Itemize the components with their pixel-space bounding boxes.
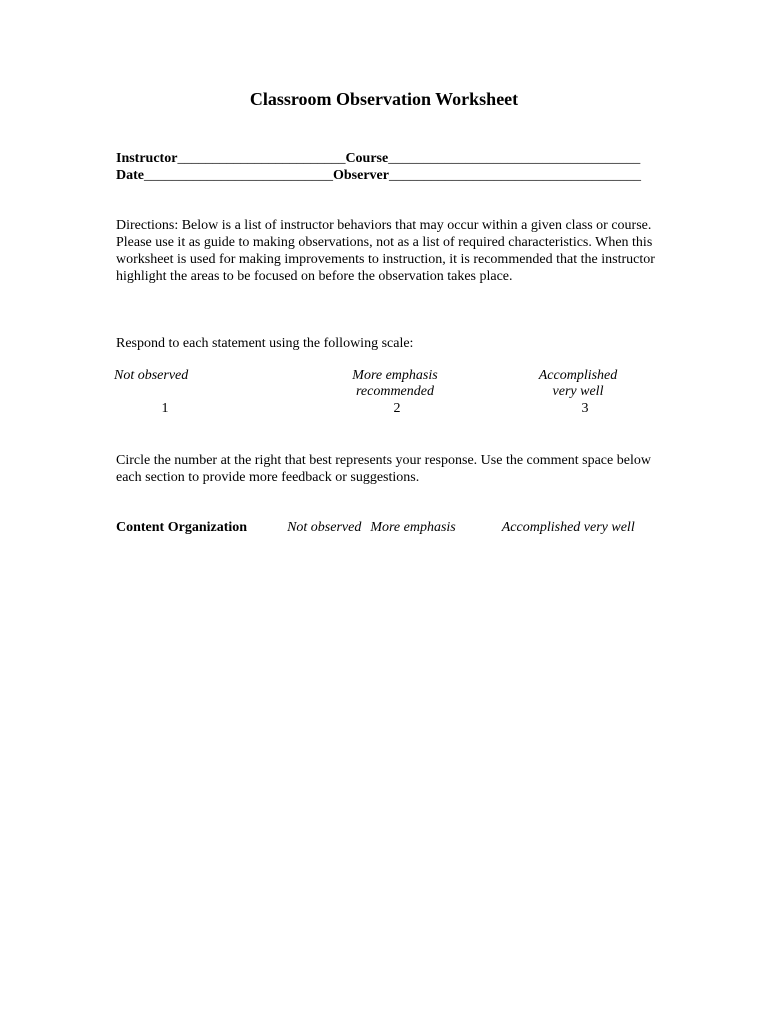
instructor-field[interactable]: ________________________ xyxy=(177,151,346,166)
date-label: Date xyxy=(116,168,144,183)
scale-number-2: 2 xyxy=(393,401,401,416)
scale-label-more-emphasis: More emphasis recommended xyxy=(352,368,438,399)
course-field[interactable]: ____________________________________ xyxy=(388,151,641,166)
scale-label-accomplished: Accomplished very well xyxy=(538,368,618,399)
respond-instructions: Respond to each statement using the following scale: xyxy=(116,336,414,351)
date-field[interactable]: ___________________________ xyxy=(144,168,333,183)
section-col-accomplished: Accomplished very well xyxy=(501,520,635,535)
instructor-label: Instructor xyxy=(116,151,178,166)
section-header-content-organization xyxy=(116,519,656,536)
date-observer-line xyxy=(116,167,656,184)
scale-number-1: 1 xyxy=(161,401,169,416)
section-title: Content Organization xyxy=(116,520,248,535)
page-title: Classroom Observation Worksheet xyxy=(249,89,519,109)
circle-instructions: Circle the number at the right that best represents your response. Use the comment space below each section to provide more feedback or suggestions. xyxy=(116,453,651,485)
instructor-course-line xyxy=(116,150,656,167)
scale-number-3: 3 xyxy=(581,401,589,416)
observer-field[interactable]: ____________________________________ xyxy=(388,168,641,183)
section-col-not-observed: Not observed xyxy=(287,520,362,535)
section-col-more-emphasis: More emphasis xyxy=(370,520,456,535)
scale-label-not-observed: Not observed xyxy=(114,368,189,383)
course-label: Course xyxy=(345,151,389,166)
observer-label: Observer xyxy=(333,168,389,183)
directions-paragraph: Directions: Below is a list of instructor behaviors that may occur within a given class or course. Please use it as guide to making observations, not as a list of required characteristics. When this worksheet is used for making improvements to instruction, it is recommended that the instructor highlight the areas to be focused on before the observation takes place. xyxy=(116,218,655,284)
